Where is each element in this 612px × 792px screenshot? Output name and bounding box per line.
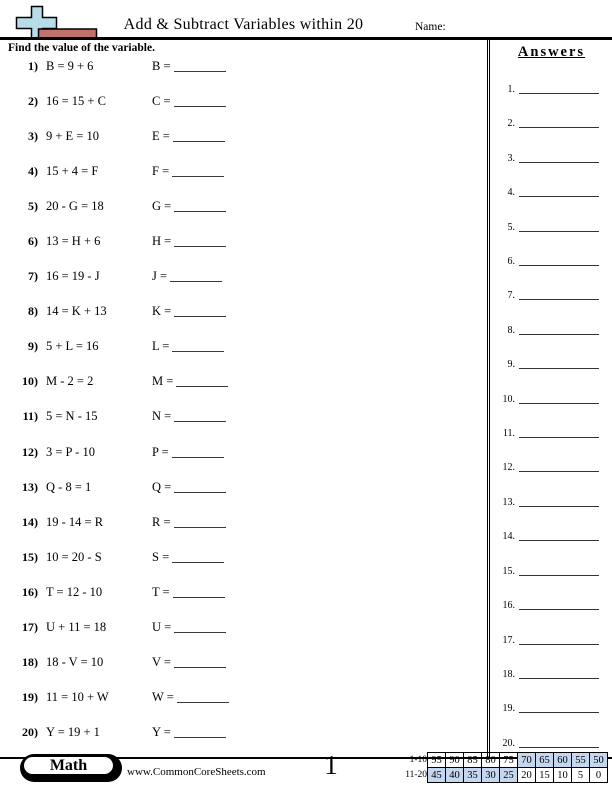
- problem-number: 13): [22, 479, 38, 494]
- math-badge: [20, 754, 122, 782]
- answer-blank: [174, 409, 226, 422]
- answer-slot-number: 18.: [502, 668, 515, 680]
- problem-equation: Y = 19 + 1: [46, 724, 100, 739]
- answer-blank: [172, 339, 224, 352]
- answer-variable-label: L =: [152, 339, 170, 354]
- worksheet-title: Add & Subtract Variables within 20: [123, 16, 364, 33]
- grade-score-cell: 80: [482, 753, 500, 768]
- grade-score-cell: 20: [518, 768, 536, 783]
- answer-blank: [172, 550, 224, 563]
- answer-slot-blank: [519, 152, 599, 163]
- answer-variable-label: V =: [152, 654, 171, 669]
- grade-score-cell: 0: [590, 768, 608, 783]
- problem-row: [0, 443, 487, 459]
- answer-slot: [495, 632, 611, 645]
- answer-slot-number: 13.: [502, 496, 515, 508]
- answer-slot-blank: [519, 702, 599, 713]
- grade-score-cell: 5: [572, 768, 590, 783]
- grade-range-label: 1-10: [409, 755, 427, 765]
- answer-slot-blank: [519, 221, 599, 232]
- answer-variable-label: W =: [152, 689, 174, 704]
- problem-equation: 3 = P - 10: [46, 444, 95, 459]
- grade-score-cell: 30: [482, 768, 500, 783]
- answer-slot-number: 5.: [507, 221, 515, 233]
- answer-slot-number: 12.: [502, 462, 515, 474]
- answer-slot: [495, 150, 611, 163]
- problem-number: 10): [22, 374, 38, 389]
- problem-number: 4): [28, 164, 38, 179]
- problem-equation: 9 + E = 10: [46, 129, 99, 144]
- problem-equation: 20 - G = 18: [46, 199, 104, 214]
- problem-number: 19): [22, 689, 38, 704]
- answer-variable-label: Q =: [152, 479, 172, 494]
- answer-slot-number: 7.: [507, 290, 515, 302]
- answer-variable-label: B =: [152, 59, 171, 73]
- answer-blank: [174, 234, 226, 247]
- page-number: 1: [324, 750, 338, 780]
- problem-number: 11): [22, 409, 38, 424]
- answer-slot-number: 3.: [507, 152, 515, 164]
- answer-slot: [495, 700, 611, 713]
- math-badge-label: Math: [23, 756, 114, 775]
- problem-number: 14): [22, 514, 38, 529]
- problem-row: [0, 302, 487, 318]
- answer-slot: [495, 666, 611, 679]
- answer-variable-label: F =: [152, 164, 170, 179]
- answer-slot-number: 6.: [507, 256, 515, 268]
- grade-score-cell: 65: [536, 753, 554, 768]
- grade-score-cell: 75: [500, 753, 518, 768]
- grade-score-cell: 50: [590, 753, 608, 768]
- answer-slot-number: 16.: [502, 600, 515, 612]
- answer-slot-number: 20.: [502, 737, 515, 749]
- grade-score-cell: 45: [428, 768, 446, 783]
- problem-number: 3): [28, 129, 38, 144]
- problem-equation: 16 = 15 + C: [46, 94, 106, 109]
- answer-variable-label: Y =: [152, 724, 171, 739]
- answer-blank: [173, 585, 225, 598]
- answer-slot-blank: [519, 83, 599, 94]
- answer-slot-blank: [519, 737, 599, 748]
- answer-slot: [495, 459, 611, 472]
- problem-number: 16): [22, 584, 38, 599]
- answer-slot-blank: [519, 634, 599, 645]
- problem-equation: 13 = H + 6: [46, 234, 101, 249]
- answer-slot-number: 9.: [507, 359, 515, 371]
- answer-blank: [172, 164, 224, 177]
- answer-variable-label: C =: [152, 94, 171, 109]
- answer-slot: [495, 597, 611, 610]
- grade-score-cell: 35: [464, 768, 482, 783]
- answer-slot: [495, 494, 611, 507]
- grade-score-cell: 60: [554, 753, 572, 768]
- answer-variable-label: S =: [152, 549, 170, 564]
- answer-slot: [495, 253, 611, 266]
- problem-number: 15): [22, 549, 38, 564]
- problem-row: [0, 372, 487, 388]
- answer-blank: [174, 199, 226, 212]
- answer-slot-blank: [519, 530, 599, 541]
- answer-blank: [174, 725, 226, 738]
- problem-row: [0, 407, 487, 423]
- problem-equation: U + 11 = 18: [46, 619, 107, 634]
- grade-table-row: [405, 768, 607, 783]
- website-url: www.CommonCoreSheets.com: [127, 766, 266, 778]
- answers-panel: [487, 40, 612, 757]
- answer-variable-label: E =: [152, 129, 170, 144]
- problem-row: [0, 688, 487, 704]
- problem-equation: 11 = 10 + W: [46, 689, 109, 704]
- problem-number: 1): [28, 59, 38, 73]
- answer-blank: [173, 129, 225, 142]
- answer-blank: [174, 94, 226, 107]
- answer-slot-blank: [519, 255, 599, 266]
- problem-row: [0, 162, 487, 178]
- answer-slot: [495, 81, 611, 94]
- answer-blank: [177, 690, 229, 703]
- grade-score-cell: 85: [464, 753, 482, 768]
- problem-number: 18): [22, 654, 38, 669]
- answer-blank: [174, 304, 226, 317]
- answer-slot: [495, 735, 611, 748]
- answer-blank: [170, 269, 222, 282]
- answer-slot-blank: [519, 289, 599, 300]
- answer-slot-number: 4.: [507, 187, 515, 199]
- answer-variable-label: G =: [152, 199, 172, 214]
- answer-variable-label: P =: [152, 444, 169, 459]
- problem-row: [0, 267, 487, 283]
- problem-row: [0, 127, 487, 143]
- answer-variable-label: T =: [152, 584, 170, 599]
- answer-variable-label: H =: [152, 234, 172, 249]
- problem-number: 2): [28, 94, 38, 109]
- answer-slot-number: 1.: [507, 84, 515, 95]
- grade-score-cell: 40: [446, 768, 464, 783]
- answer-slot-blank: [519, 117, 599, 128]
- instruction-text: Find the value of the variable.: [8, 42, 155, 54]
- problem-number: 7): [28, 269, 38, 284]
- answer-slot: [495, 356, 611, 369]
- answer-variable-label: J =: [152, 269, 168, 284]
- answer-slot: [495, 322, 611, 335]
- grade-score-cell: 70: [518, 753, 536, 768]
- problem-row: [0, 337, 487, 353]
- answer-blank: [174, 655, 226, 668]
- answer-slot-number: 14.: [502, 531, 515, 543]
- answer-blank: [176, 374, 228, 387]
- grade-score-cell: 95: [428, 753, 446, 768]
- problem-equation: 18 - V = 10: [46, 654, 104, 669]
- name-label: Name:: [415, 21, 446, 33]
- answer-slot-blank: [519, 461, 599, 472]
- answer-slot: [495, 425, 611, 438]
- problem-row: [0, 57, 487, 73]
- answer-blank: [172, 445, 224, 458]
- answer-slot-blank: [519, 565, 599, 576]
- answer-blank: [174, 515, 226, 528]
- problem-row: [0, 197, 487, 213]
- problem-row: [0, 548, 487, 564]
- answer-slot: [495, 563, 611, 576]
- answers-list: [490, 81, 611, 748]
- problem-number: 6): [28, 234, 38, 249]
- answer-slot: [495, 184, 611, 197]
- answer-variable-label: R =: [152, 514, 171, 529]
- grade-table-row: [405, 753, 607, 768]
- answer-slot-blank: [519, 427, 599, 438]
- answer-slot-blank: [519, 496, 599, 507]
- problem-row: [0, 583, 487, 599]
- problem-number: 9): [28, 339, 38, 354]
- problems-list: [0, 57, 487, 739]
- answer-blank: [174, 59, 226, 72]
- answer-slot-blank: [519, 358, 599, 369]
- answer-slot-number: 2.: [507, 118, 515, 130]
- problem-number: 8): [28, 304, 38, 319]
- answer-slot-number: 19.: [502, 703, 515, 715]
- problem-equation: T = 12 - 10: [46, 584, 103, 599]
- answer-slot: [495, 115, 611, 128]
- grade-score-cell: 25: [500, 768, 518, 783]
- grade-score-cell: 90: [446, 753, 464, 768]
- grade-score-cell: 55: [572, 753, 590, 768]
- problem-row: [0, 513, 487, 529]
- problem-equation: 5 + L = 16: [46, 339, 99, 354]
- problem-row: [0, 618, 487, 634]
- answer-slot-number: 15.: [502, 565, 515, 577]
- answer-slot: [495, 219, 611, 232]
- answer-variable-label: K =: [152, 304, 172, 319]
- answer-slot-blank: [519, 393, 599, 404]
- answer-variable-label: N =: [152, 409, 172, 424]
- answer-blank: [174, 620, 226, 633]
- problem-equation: M - 2 = 2: [46, 374, 94, 389]
- problem-equation: 19 - 14 = R: [46, 514, 104, 529]
- answer-slot-number: 17.: [502, 634, 515, 646]
- answer-slot: [495, 528, 611, 541]
- answer-slot: [495, 287, 611, 300]
- problem-row: [0, 232, 487, 248]
- grade-score-cell: 15: [536, 768, 554, 783]
- answer-slot: [495, 391, 611, 404]
- grade-range-label: 11-20: [405, 770, 427, 780]
- problem-equation: 16 = 19 - J: [46, 269, 100, 284]
- problem-row: [0, 92, 487, 108]
- answer-slot-number: 8.: [507, 324, 515, 336]
- answer-slot-number: 10.: [502, 393, 515, 405]
- answer-blank: [174, 480, 226, 493]
- grade-score-cell: 10: [554, 768, 572, 783]
- problem-row: [0, 653, 487, 669]
- answer-variable-label: M =: [152, 374, 174, 389]
- answer-variable-label: U =: [152, 619, 172, 634]
- problem-equation: B = 9 + 6: [46, 59, 94, 73]
- grade-table: [405, 752, 608, 783]
- answer-slot-blank: [519, 599, 599, 610]
- problem-row: [0, 723, 487, 739]
- problem-number: 12): [22, 444, 38, 459]
- problem-number: 20): [22, 724, 38, 739]
- answer-slot-blank: [519, 186, 599, 197]
- answer-slot-number: 11.: [502, 428, 515, 440]
- problem-equation: 14 = K + 13: [46, 304, 107, 319]
- answer-slot-blank: [519, 668, 599, 679]
- problem-equation: 10 = 20 - S: [46, 549, 102, 564]
- problem-equation: Q - 8 = 1: [46, 479, 92, 494]
- problem-equation: 5 = N - 15: [46, 409, 98, 424]
- answer-slot-blank: [519, 324, 599, 335]
- problem-number: 17): [22, 619, 38, 634]
- problem-equation: 15 + 4 = F: [46, 164, 99, 179]
- problem-row: [0, 478, 487, 494]
- answers-title: Answers: [517, 44, 586, 60]
- problem-number: 5): [28, 199, 38, 214]
